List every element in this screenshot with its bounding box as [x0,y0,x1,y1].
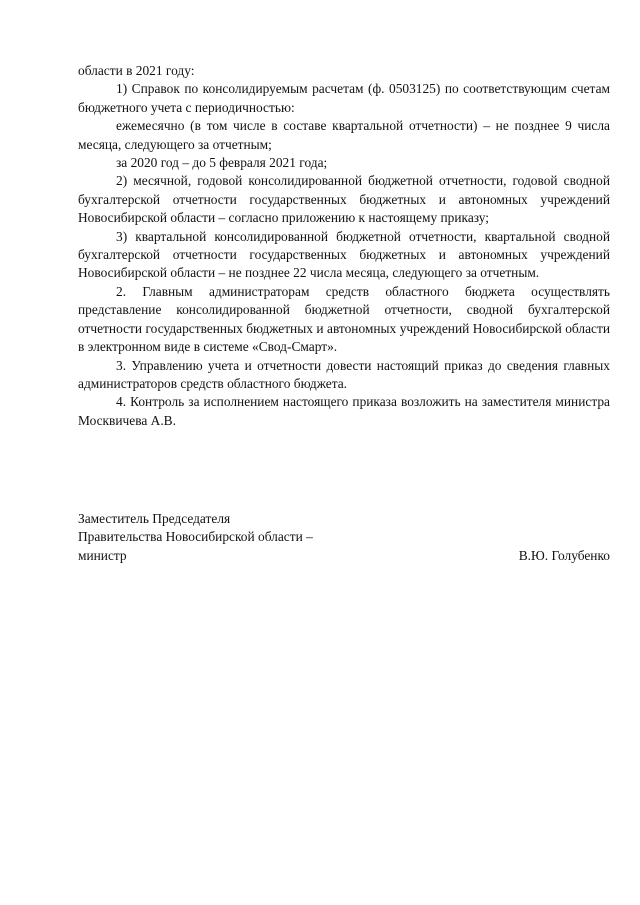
paragraph-item-3: 3) квартальной консолидированной бюджетной отчетности, квартальной сводной бухгалтерской отчетности государственных бюджетных и автономных учреждений Новосибирской области – не позднее 22 числа месяца, следующего за отчетным. [78,228,610,281]
signature-block [78,510,610,565]
paragraph-section-3: 3. Управлению учета и отчетности довести настоящий приказ до сведения главных администраторов средств областного бюджета. [78,357,610,391]
paragraph-annual-2020: за 2020 год – до 5 февраля 2021 года; [116,155,328,171]
paragraph-item-1: 1) Справок по консолидируемым расчетам (ф. 0503125) по соответствующим счетам бюджетного учета с периодичностью: [78,81,610,115]
signature-title-line-2: Правительства Новосибирской области – [78,529,313,545]
signatory-name: В.Ю. Голубенко [518,547,610,563]
paragraph-item-2: 2) месячной, годовой консолидированной бюджетной отчетности, годовой сводной бухгалтерской отчетности государственных бюджетных и автономных учреждений Новосибирской области – согласно приложению к настоящему приказу; [78,173,610,226]
signature-final-line [78,547,610,565]
paragraph-continuation: области в 2021 году: [78,63,195,78]
paragraph-section-2: 2. Главным администраторам средств областного бюджета осуществлять представление консолидированной бюджетной отчетности, сводной бухгалтерской отчетности государственных бюджетных и автономных учреждений Новосибирской области в электронном виде в системе «Свод-Смарт». [78,283,610,355]
document-body [78,62,610,430]
signature-title-line-3: министр [78,547,127,563]
paragraph-section-4: 4. Контроль за исполнением настоящего приказа возложить на заместителя министра Москвичева А.В. [78,394,610,428]
paragraph-monthly: ежемесячно (в том числе в составе квартальной отчетности) – не позднее 9 числа месяца, следующего за отчетным; [78,118,610,152]
signature-title-line-1: Заместитель Председателя [78,511,231,526]
